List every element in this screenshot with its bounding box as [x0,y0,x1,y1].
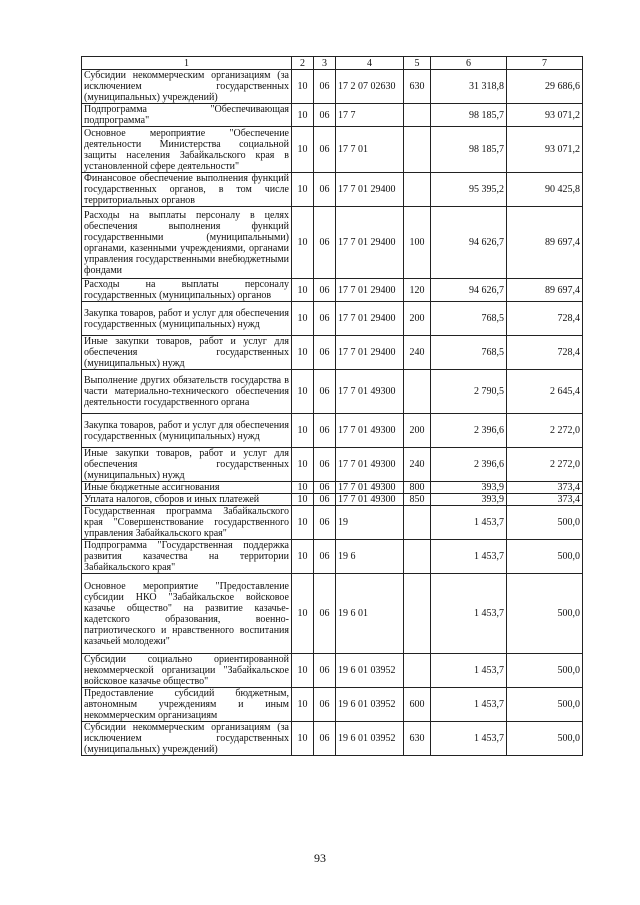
row-subsection-cell: 06 [314,414,336,448]
row-amount-2-cell: 29 686,6 [507,70,583,104]
row-amount-2-cell: 89 697,4 [507,279,583,302]
row-amount-2-cell: 90 425,8 [507,173,583,207]
row-target-article-cell: 17 7 01 49300 [336,448,404,482]
row-subsection-cell: 06 [314,482,336,494]
row-target-article-cell: 17 7 01 29400 [336,279,404,302]
row-target-article-cell: 19 6 01 03952 [336,722,404,756]
row-amount-2-cell: 373,4 [507,482,583,494]
table-row [82,104,583,127]
row-amount-1-cell: 768,5 [431,302,507,336]
row-section-cell: 10 [292,336,314,370]
row-amount-1-cell: 2 396,6 [431,414,507,448]
row-amount-1-cell: 2 790,5 [431,370,507,414]
row-section-cell: 10 [292,414,314,448]
table-row [82,336,583,370]
row-target-article-cell: 17 7 01 49300 [336,482,404,494]
row-subsection-cell: 06 [314,104,336,127]
row-section-cell: 10 [292,104,314,127]
row-amount-2-cell: 728,4 [507,302,583,336]
row-target-article-cell: 17 7 01 49300 [336,494,404,506]
row-amount-1-cell: 95 395,2 [431,173,507,207]
row-section-cell: 10 [292,448,314,482]
row-amount-2-cell: 2 645,4 [507,370,583,414]
row-subsection-cell: 06 [314,127,336,173]
row-section-cell: 10 [292,540,314,574]
header-cell-section: 2 [292,57,314,70]
row-name-cell: Иные закупки товаров, работ и услуг для обеспечения государственных (муниципальных) нужд [82,448,292,482]
row-section-cell: 10 [292,506,314,540]
row-name-cell: Субсидии некоммерческим организациям (за исключением государственных (муниципальных) учреждений) [82,722,292,756]
row-amount-1-cell: 1 453,7 [431,654,507,688]
row-amount-1-cell: 1 453,7 [431,722,507,756]
row-amount-2-cell: 2 272,0 [507,414,583,448]
row-section-cell: 10 [292,302,314,336]
row-name-cell: Предоставление субсидий бюджетным, автономным учреждениям и иным некоммерческим организациям [82,688,292,722]
table-row [82,279,583,302]
row-expense-type-cell [404,173,431,207]
row-amount-1-cell: 768,5 [431,336,507,370]
row-target-article-cell: 17 2 07 02630 [336,70,404,104]
row-name-cell: Закупка товаров, работ и услуг для обеспечения государственных (муниципальных) нужд [82,414,292,448]
row-amount-2-cell: 500,0 [507,506,583,540]
row-expense-type-cell: 630 [404,722,431,756]
row-section-cell: 10 [292,70,314,104]
header-cell-amount-2: 7 [507,57,583,70]
header-row [82,57,583,70]
row-name-cell: Субсидии социально ориентированной некоммерческой организации "Забайкальское войсковое казачье общество" [82,654,292,688]
row-amount-1-cell: 393,9 [431,494,507,506]
row-name-cell: Подпрограмма "Обеспечивающая подпрограмма" [82,104,292,127]
row-expense-type-cell [404,370,431,414]
row-amount-1-cell: 31 318,8 [431,70,507,104]
row-amount-1-cell: 393,9 [431,482,507,494]
row-expense-type-cell: 100 [404,207,431,279]
table-row [82,414,583,448]
header-cell-subsection: 3 [314,57,336,70]
row-amount-1-cell: 1 453,7 [431,506,507,540]
row-section-cell: 10 [292,127,314,173]
row-subsection-cell: 06 [314,279,336,302]
table-row [82,173,583,207]
row-subsection-cell: 06 [314,370,336,414]
row-section-cell: 10 [292,688,314,722]
row-subsection-cell: 06 [314,574,336,654]
row-expense-type-cell [404,127,431,173]
row-amount-1-cell: 2 396,6 [431,448,507,482]
row-target-article-cell: 19 6 01 [336,574,404,654]
row-subsection-cell: 06 [314,540,336,574]
row-target-article-cell: 17 7 01 49300 [336,370,404,414]
row-expense-type-cell: 200 [404,302,431,336]
row-amount-1-cell: 94 626,7 [431,279,507,302]
row-amount-2-cell: 93 071,2 [507,127,583,173]
row-name-cell: Расходы на выплаты персоналу государственных (муниципальных) органов [82,279,292,302]
row-amount-2-cell: 500,0 [507,722,583,756]
row-expense-type-cell [404,574,431,654]
row-subsection-cell: 06 [314,302,336,336]
table-row [82,688,583,722]
row-section-cell: 10 [292,207,314,279]
row-section-cell: 10 [292,279,314,302]
row-section-cell: 10 [292,370,314,414]
table-row [82,448,583,482]
row-amount-1-cell: 1 453,7 [431,574,507,654]
row-expense-type-cell: 630 [404,70,431,104]
row-target-article-cell: 19 6 01 03952 [336,654,404,688]
row-amount-1-cell: 1 453,7 [431,540,507,574]
row-section-cell: 10 [292,494,314,506]
table-row [82,540,583,574]
row-target-article-cell: 17 7 01 29400 [336,173,404,207]
row-amount-1-cell: 98 185,7 [431,104,507,127]
row-subsection-cell: 06 [314,207,336,279]
row-name-cell: Расходы на выплаты персоналу в целях обеспечения выполнения функций государственными (муниципальными) органами, казенными учреждениями, органами управления государственными внебюджетными фондами [82,207,292,279]
row-target-article-cell: 17 7 01 29400 [336,336,404,370]
row-expense-type-cell: 600 [404,688,431,722]
row-expense-type-cell [404,654,431,688]
row-name-cell: Субсидии некоммерческим организациям (за исключением государственных (муниципальных) учреждений) [82,70,292,104]
row-subsection-cell: 06 [314,494,336,506]
row-expense-type-cell: 240 [404,336,431,370]
row-subsection-cell: 06 [314,448,336,482]
row-amount-2-cell: 500,0 [507,540,583,574]
row-amount-2-cell: 89 697,4 [507,207,583,279]
row-expense-type-cell: 850 [404,494,431,506]
row-expense-type-cell: 120 [404,279,431,302]
row-name-cell: Основное мероприятие "Предоставление субсидии НКО "Забайкальское войсковое казачье общество" на развитие казачье-кадетского образования, военно-патриотического и нравственного воспитания казачьей молодежи" [82,574,292,654]
row-target-article-cell: 19 6 01 03952 [336,688,404,722]
row-amount-2-cell: 500,0 [507,654,583,688]
row-target-article-cell: 19 6 [336,540,404,574]
row-expense-type-cell [404,540,431,574]
table-row [82,127,583,173]
row-subsection-cell: 06 [314,506,336,540]
row-section-cell: 10 [292,482,314,494]
row-name-cell: Выполнение других обязательств государства в части материально-технического обеспечения деятельности государственного органа [82,370,292,414]
row-amount-1-cell: 98 185,7 [431,127,507,173]
row-subsection-cell: 06 [314,173,336,207]
row-section-cell: 10 [292,574,314,654]
table-row [82,506,583,540]
table-row [82,370,583,414]
row-expense-type-cell [404,506,431,540]
row-subsection-cell: 06 [314,722,336,756]
table-row [82,722,583,756]
row-subsection-cell: 06 [314,70,336,104]
row-name-cell: Финансовое обеспечение выполнения функций государственных органов, в том числе территориальных органов [82,173,292,207]
row-expense-type-cell: 800 [404,482,431,494]
row-amount-2-cell: 2 272,0 [507,448,583,482]
budget-table [81,56,583,756]
row-name-cell: Иные бюджетные ассигнования [82,482,292,494]
page-number: 93 [314,851,326,865]
row-target-article-cell: 19 [336,506,404,540]
row-target-article-cell: 17 7 [336,104,404,127]
row-amount-1-cell: 1 453,7 [431,688,507,722]
row-amount-2-cell: 93 071,2 [507,104,583,127]
row-amount-1-cell: 94 626,7 [431,207,507,279]
row-name-cell: Основное мероприятие "Обеспечение деятельности Министерства социальной защиты населения Забайкальского края в установленной сфере деятельности" [82,127,292,173]
row-section-cell: 10 [292,654,314,688]
row-expense-type-cell [404,104,431,127]
row-subsection-cell: 06 [314,688,336,722]
row-target-article-cell: 17 7 01 [336,127,404,173]
row-subsection-cell: 06 [314,654,336,688]
header-cell-target-article: 4 [336,57,404,70]
row-name-cell: Государственная программа Забайкальского края "Совершенствование государственного управления Забайкальского края" [82,506,292,540]
row-name-cell: Уплата налогов, сборов и иных платежей [82,494,292,506]
table-row [82,654,583,688]
row-expense-type-cell: 200 [404,414,431,448]
header-cell-amount-1: 6 [431,57,507,70]
row-amount-2-cell: 728,4 [507,336,583,370]
table-row [82,70,583,104]
table-row [82,574,583,654]
row-name-cell: Подпрограмма "Государственная поддержка развития казачества на территории Забайкальского края" [82,540,292,574]
row-amount-2-cell: 373,4 [507,494,583,506]
row-target-article-cell: 17 7 01 29400 [336,207,404,279]
row-target-article-cell: 17 7 01 29400 [336,302,404,336]
table-row [82,302,583,336]
header-cell-name: 1 [82,57,292,70]
row-target-article-cell: 17 7 01 49300 [336,414,404,448]
row-expense-type-cell: 240 [404,448,431,482]
table-row [82,207,583,279]
row-amount-2-cell: 500,0 [507,688,583,722]
table-row [82,494,583,506]
row-name-cell: Закупка товаров, работ и услуг для обеспечения государственных (муниципальных) нужд [82,302,292,336]
row-name-cell: Иные закупки товаров, работ и услуг для обеспечения государственных (муниципальных) нужд [82,336,292,370]
header-cell-expense-type: 5 [404,57,431,70]
row-section-cell: 10 [292,173,314,207]
row-subsection-cell: 06 [314,336,336,370]
row-amount-2-cell: 500,0 [507,574,583,654]
table-row [82,482,583,494]
row-section-cell: 10 [292,722,314,756]
